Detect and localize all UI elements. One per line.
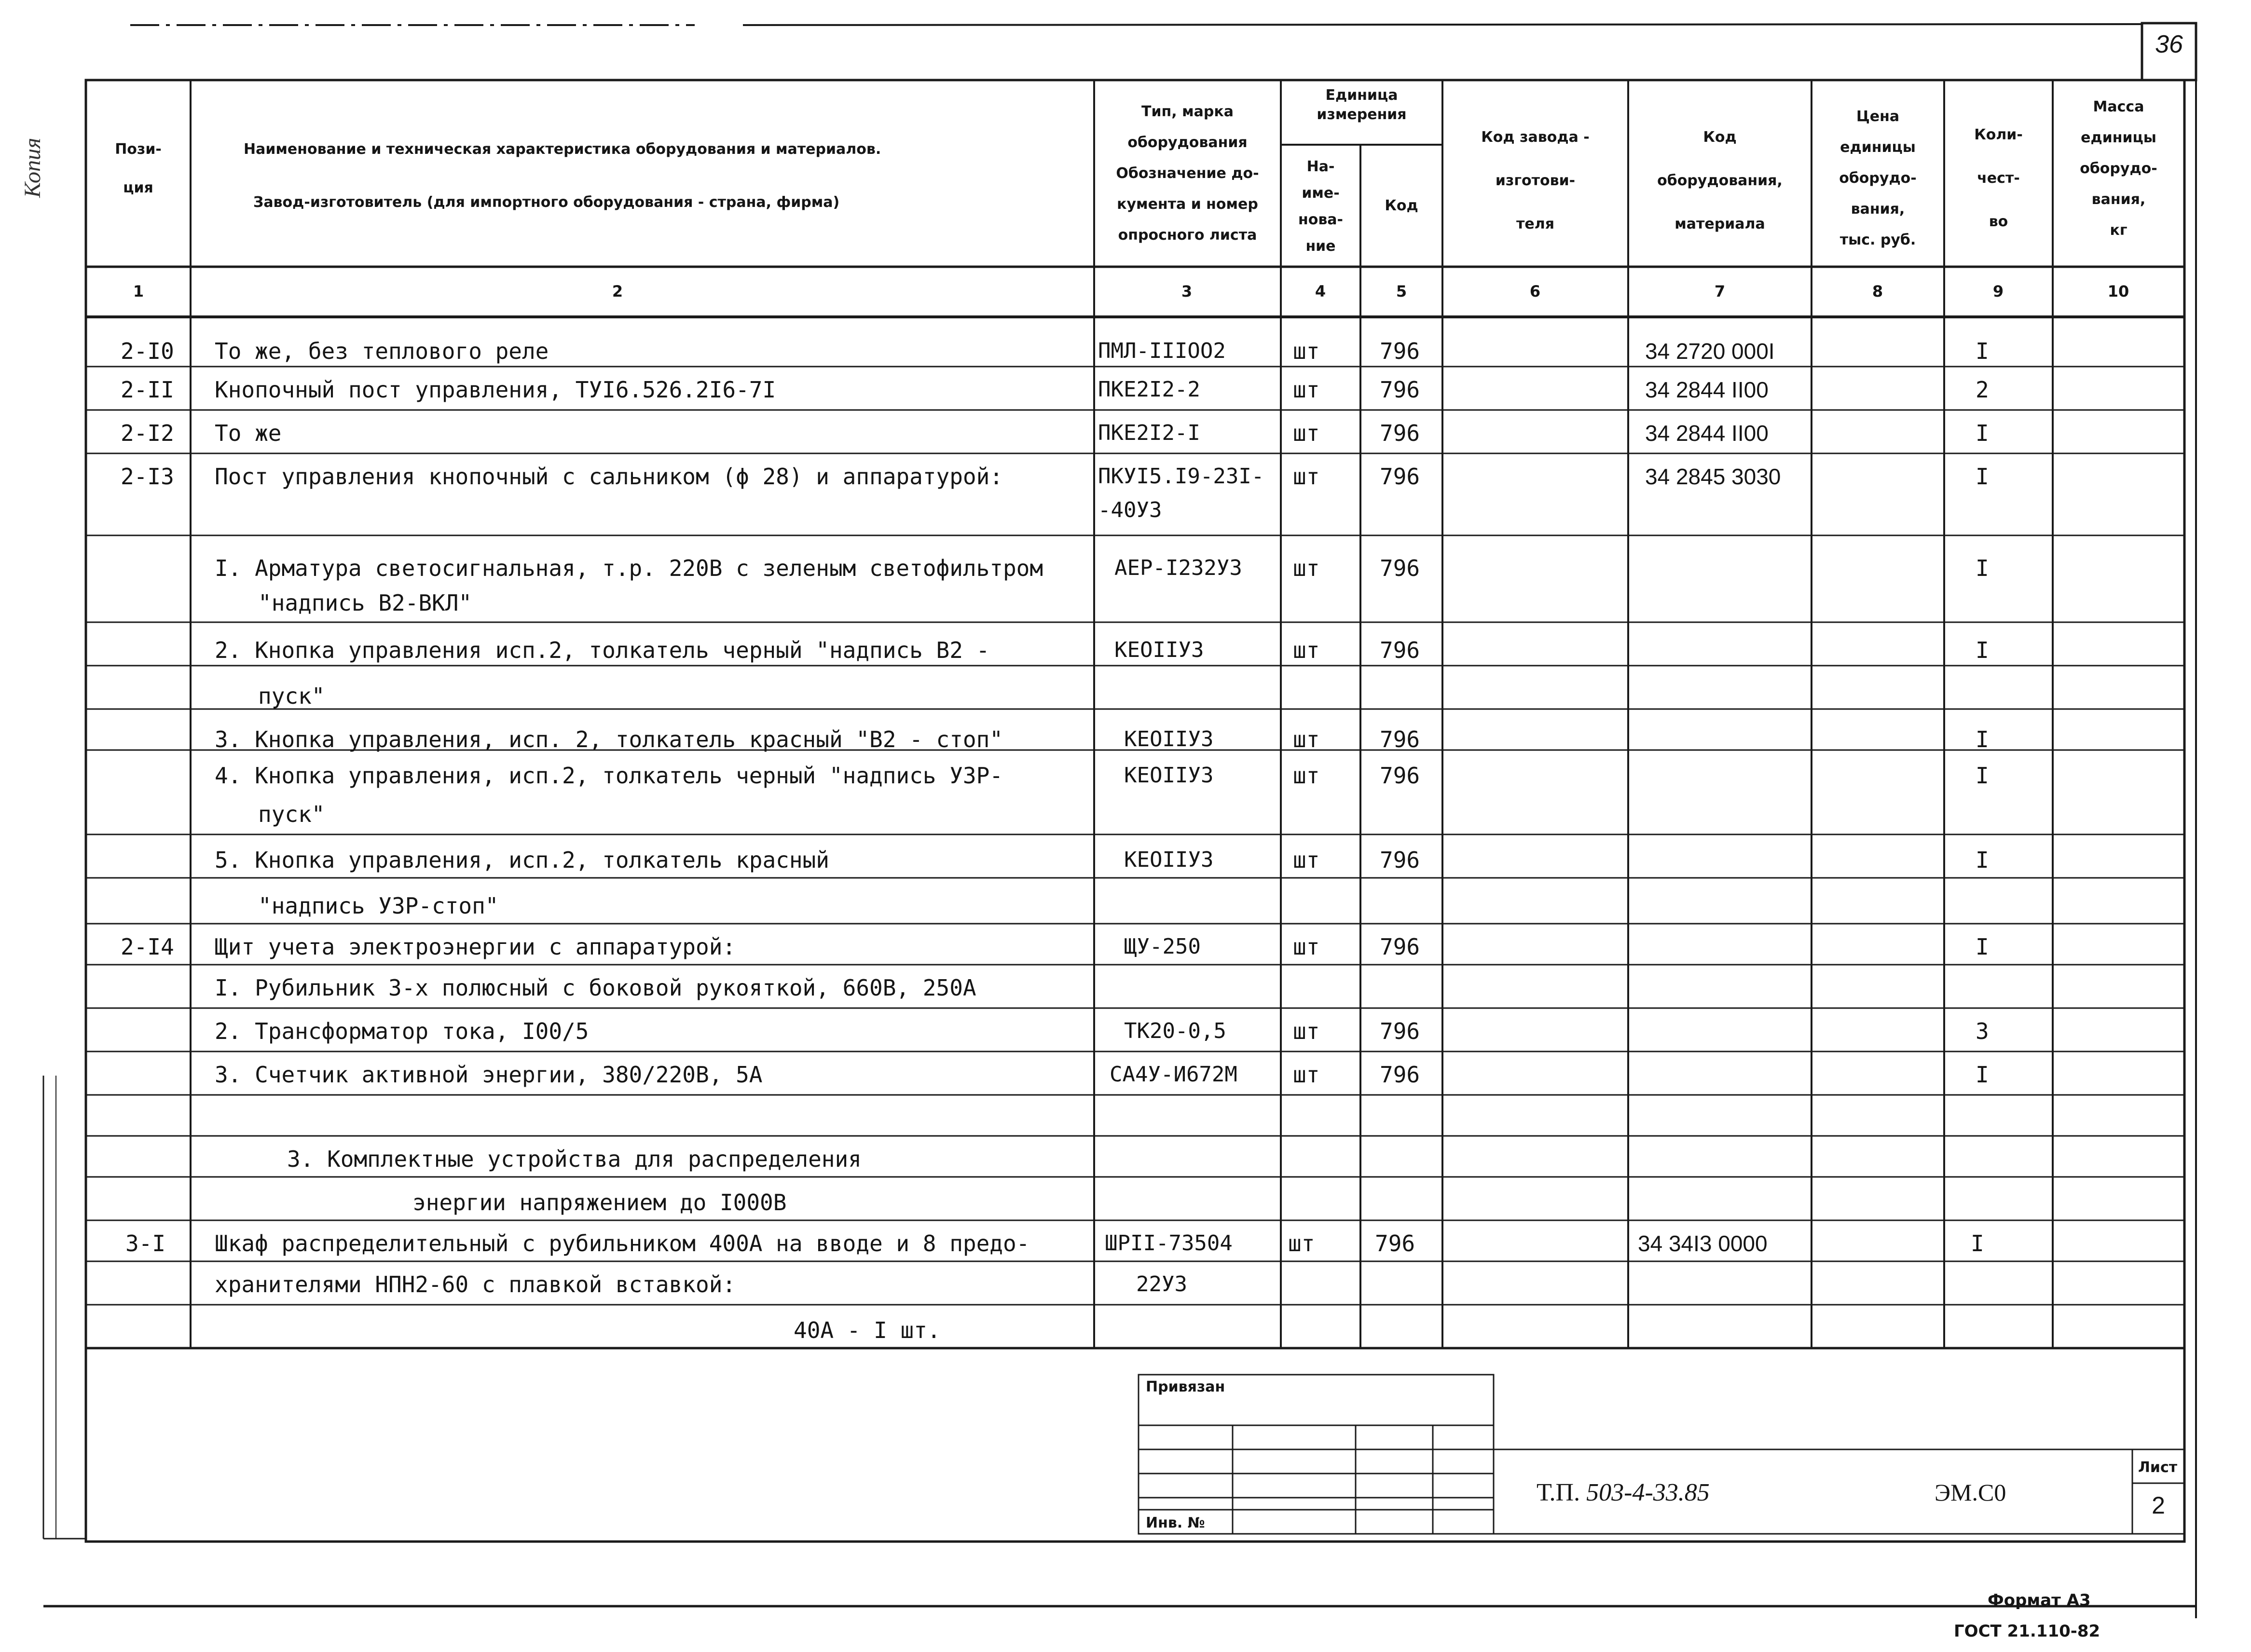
header-col4: На- име- нова- ние xyxy=(1298,158,1344,255)
table-row-position: 2-I4 xyxy=(121,934,174,960)
page-number: 36 xyxy=(2155,30,2183,58)
table-row-name: 3. Счетчик активной энергии, 380/220В, 5А xyxy=(215,1062,763,1088)
table-row-unit: шт xyxy=(1293,847,1320,873)
table-row-type: КЕОIIУ3 xyxy=(1124,847,1214,872)
table-row-name-continued: "надпись В2-ВКЛ" xyxy=(258,590,472,616)
table-row-unit-code: 796 xyxy=(1380,637,1420,663)
table-row-position: 2-I2 xyxy=(121,420,174,446)
table-row-quantity: I xyxy=(1971,1230,1984,1256)
table-row-unit: шт xyxy=(1293,934,1320,960)
table-row-type: КЕОIIУ3 xyxy=(1124,727,1214,751)
column-number: 6 xyxy=(1529,282,1541,300)
table-row-name: I. Рубильник 3-х полюсный с боковой рукояткой, 660В, 250А xyxy=(215,975,976,1001)
section-heading-continued: энергии напряжением до I000В xyxy=(412,1189,787,1215)
table-row-unit-code: 796 xyxy=(1380,555,1420,581)
table-row-type: АЕР-I232У3 xyxy=(1114,556,1242,580)
table-row-unit-code: 796 xyxy=(1380,338,1420,364)
table-row-name: Кнопочный пост управления, ТУI6.526.2I6-7I xyxy=(215,377,776,403)
column-number: 4 xyxy=(1315,282,1326,300)
header-col5: Код xyxy=(1385,197,1418,214)
table-row-unit: шт xyxy=(1293,555,1320,581)
table-row-unit: шт xyxy=(1293,1062,1320,1088)
margin-note: Копия xyxy=(20,137,45,198)
stamp-privyazan-label: Привязан xyxy=(1146,1379,1225,1395)
table-row-unit: шт xyxy=(1293,637,1320,663)
table-row-quantity: I xyxy=(1976,847,1989,873)
table-row-position: 3-I xyxy=(125,1230,166,1256)
table-row-quantity: I xyxy=(1976,555,1989,581)
table-row-name: 2. Трансформатор тока, I00/5 xyxy=(215,1018,589,1044)
table-row-quantity: I xyxy=(1976,637,1989,663)
header-col2: Наименование и техническая характеристика оборудования и материалов. Завод-изготовитель (для импортного оборудования - страна, фирма) xyxy=(244,141,881,211)
header-unit-group: Единица измерения xyxy=(1317,87,1407,123)
table-row-quantity: I xyxy=(1976,1062,1989,1088)
table-row-name: 40А - I шт. xyxy=(794,1317,941,1343)
table-row-unit-code: 796 xyxy=(1380,1062,1420,1088)
table-row-name: То же xyxy=(215,420,282,446)
section-heading: 3. Комплектные устройства для распределения xyxy=(287,1146,862,1172)
table-row-type: ПКЕ2I2-2 xyxy=(1098,377,1200,402)
table-row-equipment-code: 34 2720 000I xyxy=(1645,339,1775,364)
header-col8: Цена единицы оборудо- вания, тыс. руб. xyxy=(1839,108,1917,248)
table-row-equipment-code: 34 2844 II00 xyxy=(1645,421,1769,446)
header-col1: Пози- ция xyxy=(115,141,162,196)
table-row-name: 5. Кнопка управления, исп.2, толкатель красный xyxy=(215,847,829,873)
column-number: 9 xyxy=(1992,282,2004,300)
table-row-type: ТК20-0,5 xyxy=(1124,1019,1226,1043)
table-row-equipment-code: 34 2845 3030 xyxy=(1645,464,1781,489)
column-number: 5 xyxy=(1396,282,1407,300)
table-row-quantity: I xyxy=(1976,763,1989,789)
format-label: Формат А3 xyxy=(1988,1591,2091,1610)
column-number: 7 xyxy=(1714,282,1726,300)
table-row-unit-code: 796 xyxy=(1380,763,1420,789)
table-row-unit: шт xyxy=(1293,726,1320,752)
table-row-name: То же, без теплового реле xyxy=(215,338,549,364)
column-number: 10 xyxy=(2107,282,2129,300)
table-row-unit: шт xyxy=(1293,464,1320,490)
table-row-unit-code: 796 xyxy=(1380,847,1420,873)
gost-label: ГОСТ 21.110-82 xyxy=(1954,1622,2100,1641)
table-row-unit-code: 796 xyxy=(1380,726,1420,752)
table-row-name: 4. Кнопка управления, исп.2, толкатель черный "надпись УЗР- xyxy=(215,763,1003,789)
sheet-label: Лист xyxy=(2138,1459,2178,1476)
table-row-unit-code: 796 xyxy=(1380,934,1420,960)
table-row-type: ЩУ-250 xyxy=(1124,934,1201,959)
table-row-type: ПКЕ2I2-I xyxy=(1098,421,1200,445)
table-row-unit: шт xyxy=(1293,338,1320,364)
table-row-unit: шт xyxy=(1293,1018,1320,1044)
table-row-quantity: I xyxy=(1976,420,1989,446)
table-row-unit: шт xyxy=(1293,763,1320,789)
table-row-type-continued: -40У3 xyxy=(1098,498,1162,522)
table-row-name: Пост управления кнопочный с сальником (ϕ 28) и аппаратурой: xyxy=(215,464,1003,490)
table-row-position: 2-I3 xyxy=(121,464,174,490)
table-row-quantity: 3 xyxy=(1976,1018,1989,1044)
table-row-unit-code: 796 xyxy=(1380,377,1420,403)
table-row-unit-code: 796 xyxy=(1375,1230,1415,1256)
table-row-quantity: 2 xyxy=(1976,377,1989,403)
column-number: 1 xyxy=(133,282,144,300)
table-row-type: КЕОIIУ3 xyxy=(1124,763,1214,788)
header-col6: Код завода - изготови- теля xyxy=(1481,129,1590,232)
table-row-name-continued: хранителями НПН2-60 с плавкой вставкой: xyxy=(215,1271,736,1297)
table-row-equipment-code: 34 34I3 0000 xyxy=(1638,1231,1768,1256)
table-row-type: ПКУI5.I9-23I- xyxy=(1098,464,1264,489)
table-row-type: ПМЛ-IIIOO2 xyxy=(1098,339,1226,363)
table-row-unit: шт xyxy=(1293,377,1320,403)
header-col10: Масса единицы оборудо- вания, кг xyxy=(2080,98,2157,239)
table-row-unit-code: 796 xyxy=(1380,1018,1420,1044)
header-col3: Тип, марка оборудования Обозначение до- кумента и номер опросного листа xyxy=(1116,103,1259,244)
table-row-position: 2-II xyxy=(121,377,174,403)
table-row-type-continued: 22У3 xyxy=(1136,1272,1187,1297)
table-row-position: 2-I0 xyxy=(121,338,174,364)
document-number: 503-4-33.85 xyxy=(1586,1479,1710,1506)
table-row-type: СА4У-И672М xyxy=(1110,1062,1237,1087)
table-row-unit-code: 796 xyxy=(1380,464,1420,490)
table-row-quantity: I xyxy=(1976,338,1989,364)
table-row-name: 3. Кнопка управления, исп. 2, толкатель красный "В2 - стоп" xyxy=(215,726,1003,752)
table-row-type: КЕОIIУ3 xyxy=(1114,638,1204,662)
table-row-name: Шкаф распределительный с рубильником 400А на вводе и 8 предо- xyxy=(215,1230,1030,1256)
table-row-unit: шт xyxy=(1288,1230,1315,1256)
header-col7: Код оборудования, материала xyxy=(1657,129,1783,232)
table-row-name-continued: пуск" xyxy=(258,801,325,827)
table-row-name-continued: пуск" xyxy=(258,683,325,709)
column-number: 2 xyxy=(612,282,623,300)
table-row-equipment-code: 34 2844 II00 xyxy=(1645,377,1769,402)
column-number: 8 xyxy=(1872,282,1883,300)
header-col9: Коли- чест- во xyxy=(1974,126,2023,230)
table-row-name: I. Арматура светосигнальная, т.р. 220В с зеленым светофильтром xyxy=(215,555,1043,581)
table-row-type: ШРII-73504 xyxy=(1105,1231,1233,1256)
stamp-inv-label: Инв. № xyxy=(1146,1515,1205,1531)
table-row-name-continued: "надпись УЗР-стоп" xyxy=(258,893,499,919)
table-row-quantity: I xyxy=(1976,464,1989,490)
document-designation xyxy=(1537,1478,1710,1507)
document-code: ЭМ.С0 xyxy=(1935,1479,2006,1506)
table-row-name: 2. Кнопка управления исп.2, толкатель черный "надпись В2 - xyxy=(215,637,990,663)
table-row-quantity: I xyxy=(1976,934,1989,960)
column-number: 3 xyxy=(1181,282,1193,300)
document-prefix: Т.П. xyxy=(1537,1479,1580,1506)
sheet-number: 2 xyxy=(2152,1492,2165,1519)
table-row-unit: шт xyxy=(1293,420,1320,446)
table-row-unit-code: 796 xyxy=(1380,420,1420,446)
table-row-name: Щит учета электроэнергии с аппаратурой: xyxy=(215,934,736,960)
table-row-quantity: I xyxy=(1976,726,1989,752)
